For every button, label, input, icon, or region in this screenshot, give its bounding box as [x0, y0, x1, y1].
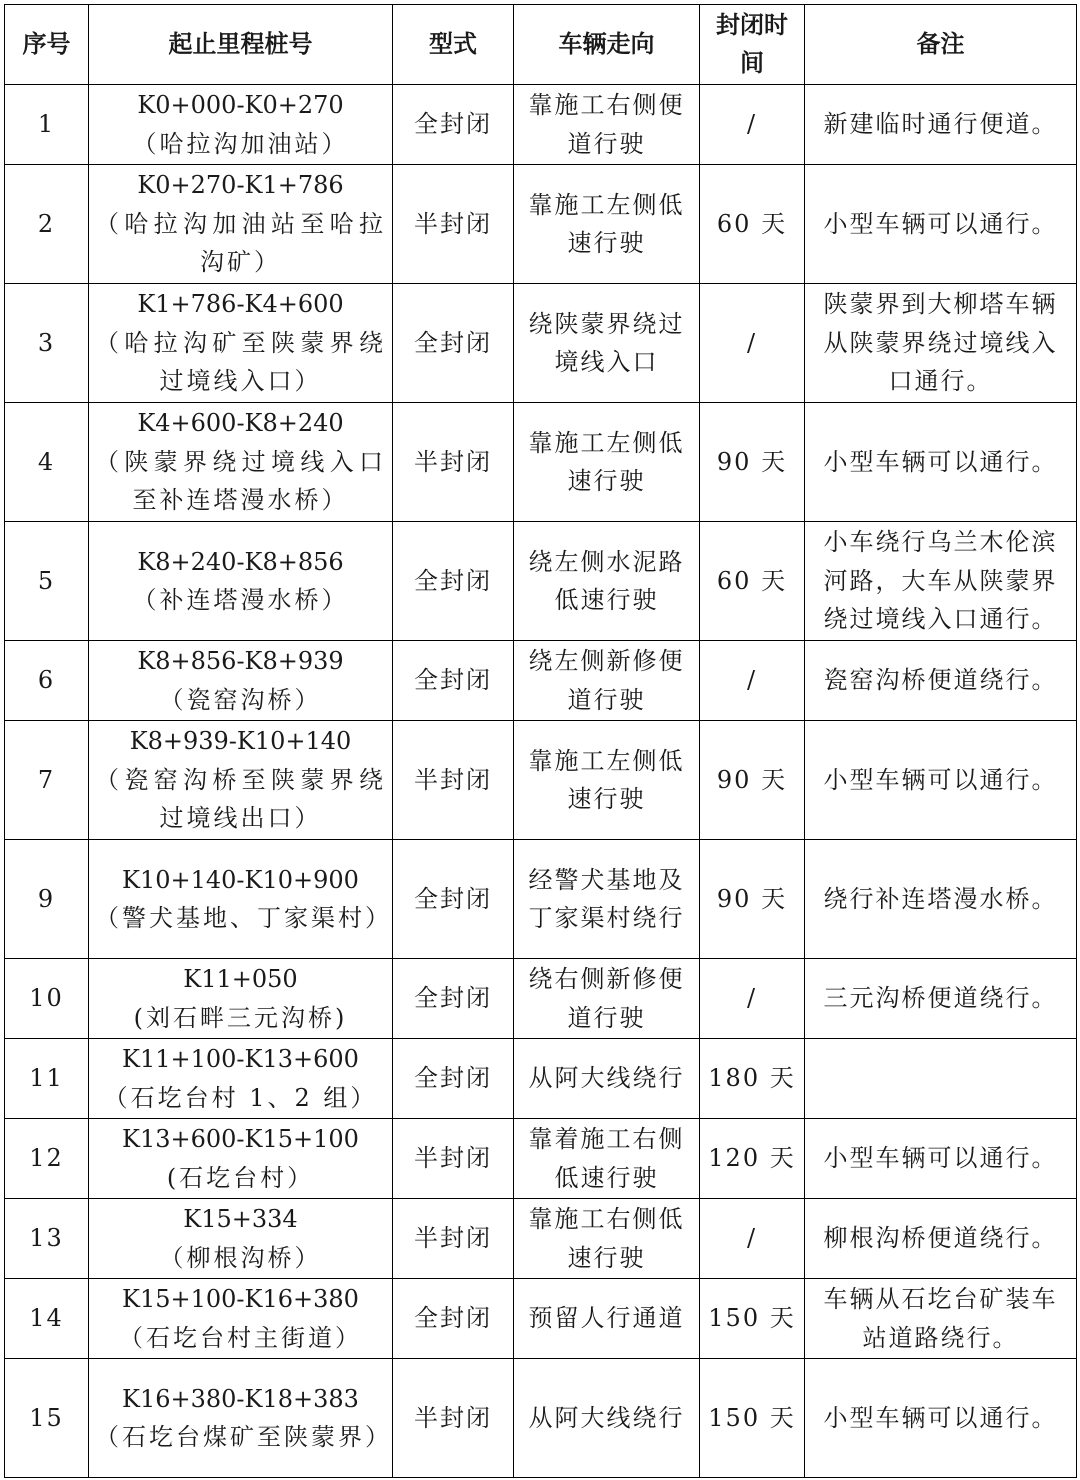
mileage-place: （柳根沟桥）: [159, 1243, 322, 1272]
closure-duration: /: [700, 85, 805, 165]
remark: 小型车辆可以通行。: [805, 1359, 1077, 1478]
closure-type: 半封闭: [393, 721, 514, 840]
vehicle-direction: 从阿大线绕行: [514, 1359, 700, 1478]
remark: 小车绕行乌兰木伦滨河路，大车从陕蒙界绕过境线入口通行。: [805, 522, 1077, 641]
closure-duration: 180 天: [700, 1039, 805, 1119]
row-number: 11: [5, 1039, 89, 1119]
row-number: 9: [5, 840, 89, 959]
header-type: 型式: [393, 5, 514, 85]
closure-type: 半封闭: [393, 1199, 514, 1279]
vehicle-direction: 靠施工左侧低速行驶: [514, 403, 700, 522]
row-number: 14: [5, 1279, 89, 1359]
mileage-code: K0+270-K1+786: [137, 171, 344, 200]
mileage-cell: [89, 1359, 393, 1478]
remark: 绕行补连塔漫水桥。: [805, 840, 1077, 959]
mileage-place: （石圪台村 1、2 组）: [103, 1083, 378, 1112]
mileage-place: （哈拉沟加油站至哈拉沟矿）: [95, 209, 386, 277]
closure-type: 半封闭: [393, 403, 514, 522]
vehicle-direction: 靠施工右侧便道行驶: [514, 85, 700, 165]
closure-type: 全封闭: [393, 959, 514, 1039]
vehicle-direction: 靠施工左侧低速行驶: [514, 721, 700, 840]
mileage-place: （哈拉沟加油站）: [132, 129, 349, 158]
table-row: [5, 1039, 1077, 1119]
remark: [805, 1039, 1077, 1119]
mileage-code: K16+380-K18+383: [122, 1384, 359, 1413]
mileage-code: K15+334: [183, 1205, 298, 1234]
closure-duration: 120 天: [700, 1119, 805, 1199]
closure-type: 全封闭: [393, 641, 514, 721]
closure-duration: /: [700, 959, 805, 1039]
remark: 车辆从石圪台矿装车站道路绕行。: [805, 1279, 1077, 1359]
mileage-cell: [89, 1039, 393, 1119]
closure-duration: 90 天: [700, 721, 805, 840]
mileage-cell: [89, 165, 393, 284]
mileage-cell: [89, 840, 393, 959]
closure-type: 全封闭: [393, 1039, 514, 1119]
closure-duration: /: [700, 1199, 805, 1279]
closure-duration: 60 天: [700, 522, 805, 641]
row-number: 12: [5, 1119, 89, 1199]
vehicle-direction: 从阿大线绕行: [514, 1039, 700, 1119]
mileage-place: （补连塔漫水桥）: [132, 586, 349, 614]
row-number: 15: [5, 1359, 89, 1478]
row-number: 6: [5, 641, 89, 721]
vehicle-direction: 绕右侧新修便道行驶: [514, 959, 700, 1039]
table-row: [5, 403, 1077, 522]
mileage-code: K4+600-K8+240: [137, 409, 344, 438]
mileage-code: K10+140-K10+900: [122, 865, 359, 894]
row-number: 10: [5, 959, 89, 1039]
remark: 小型车辆可以通行。: [805, 403, 1077, 522]
mileage-place: （石圪台村主街道）: [119, 1323, 362, 1352]
table-row: [5, 959, 1077, 1039]
vehicle-direction: 预留人行通道: [514, 1279, 700, 1359]
table-row: [5, 1119, 1077, 1199]
closure-duration: /: [700, 284, 805, 403]
mileage-code: K8+856-K8+939: [137, 647, 344, 676]
mileage-cell: [89, 641, 393, 721]
vehicle-direction: 靠着施工右侧低速行驶: [514, 1119, 700, 1199]
mileage-code: K8+240-K8+856: [137, 547, 344, 576]
mileage-code: K11+050: [183, 965, 298, 994]
closure-duration: 90 天: [700, 840, 805, 959]
mileage-place: (石圪台村）: [166, 1163, 315, 1192]
closure-duration: /: [700, 641, 805, 721]
row-number: 1: [5, 85, 89, 165]
closure-type: 半封闭: [393, 165, 514, 284]
table-row: [5, 1199, 1077, 1279]
table-row: [5, 840, 1077, 959]
closure-duration: 60 天: [700, 165, 805, 284]
closure-duration: 150 天: [700, 1279, 805, 1359]
remark: 三元沟桥便道绕行。: [805, 959, 1077, 1039]
closure-type: 半封闭: [393, 1119, 514, 1199]
vehicle-direction: 靠施工右侧低速行驶: [514, 1199, 700, 1279]
vehicle-direction: 经警犬基地及丁家渠村绕行: [514, 840, 700, 959]
table-row: [5, 641, 1077, 721]
closure-duration: 150 天: [700, 1359, 805, 1478]
vehicle-direction: 绕陕蒙界绕过境线入口: [514, 284, 700, 403]
closure-type: 全封闭: [393, 840, 514, 959]
mileage-cell: [89, 85, 393, 165]
table-row: [5, 1279, 1077, 1359]
closure-duration: 90 天: [700, 403, 805, 522]
row-number: 3: [5, 284, 89, 403]
mileage-place: (刘石畔三元沟桥): [133, 1003, 348, 1032]
mileage-place: （哈拉沟矿至陕蒙界绕过境线入口）: [95, 328, 386, 396]
mileage-code: K1+786-K4+600: [137, 290, 344, 319]
table-row: [5, 522, 1077, 641]
remark: 小型车辆可以通行。: [805, 165, 1077, 284]
mileage-place: （陕蒙界绕过境线入口至补连塔漫水桥）: [95, 447, 386, 515]
remark: 瓷窑沟桥便道绕行。: [805, 641, 1077, 721]
row-number: 5: [5, 522, 89, 641]
remark: 新建临时通行便道。: [805, 85, 1077, 165]
vehicle-direction: 绕左侧新修便道行驶: [514, 641, 700, 721]
mileage-code: K15+100-K16+380: [122, 1285, 359, 1314]
header-direction: 车辆走向: [514, 5, 700, 85]
header-mileage: 起止里程桩号: [89, 5, 393, 85]
mileage-code: K13+600-K15+100: [122, 1125, 359, 1154]
row-number: 2: [5, 165, 89, 284]
closure-type: 全封闭: [393, 522, 514, 641]
mileage-cell: [89, 959, 393, 1039]
remark: 陕蒙界到大柳塔车辆从陕蒙界绕过境线入口通行。: [805, 284, 1077, 403]
table-row: [5, 721, 1077, 840]
remark: 小型车辆可以通行。: [805, 721, 1077, 840]
table-row: [5, 85, 1077, 165]
mileage-cell: [89, 403, 393, 522]
closure-type: 半封闭: [393, 1359, 514, 1478]
table-row: [5, 165, 1077, 284]
mileage-place: （瓷窑沟桥至陕蒙界绕过境线出口）: [95, 765, 386, 833]
mileage-cell: [89, 721, 393, 840]
header-no: 序号: [5, 5, 89, 85]
vehicle-direction: 靠施工左侧低速行驶: [514, 165, 700, 284]
mileage-place: （石圪台煤矿至陕蒙界）: [95, 1423, 392, 1451]
mileage-cell: [89, 1279, 393, 1359]
table-row: [5, 284, 1077, 403]
road-closure-table: [4, 4, 1077, 1478]
mileage-code: K0+000-K0+270: [137, 91, 344, 120]
mileage-cell: [89, 1199, 393, 1279]
mileage-place: （瓷窑沟桥）: [159, 685, 322, 714]
remark: 小型车辆可以通行。: [805, 1119, 1077, 1199]
mileage-code: K11+100-K13+600: [122, 1045, 359, 1074]
row-number: 13: [5, 1199, 89, 1279]
closure-type: 全封闭: [393, 85, 514, 165]
mileage-cell: [89, 522, 393, 641]
closure-type: 全封闭: [393, 284, 514, 403]
header-row: [5, 5, 1077, 85]
remark: 柳根沟桥便道绕行。: [805, 1199, 1077, 1279]
mileage-place: （警犬基地、丁家渠村）: [95, 904, 392, 932]
row-number: 7: [5, 721, 89, 840]
row-number: 4: [5, 403, 89, 522]
header-duration: 封闭时间: [700, 5, 805, 85]
mileage-cell: [89, 284, 393, 403]
table-row: [5, 1359, 1077, 1478]
mileage-code: K8+939-K10+140: [129, 727, 352, 756]
closure-type: 全封闭: [393, 1279, 514, 1359]
header-remark: 备注: [805, 5, 1077, 85]
vehicle-direction: 绕左侧水泥路低速行驶: [514, 522, 700, 641]
mileage-cell: [89, 1119, 393, 1199]
